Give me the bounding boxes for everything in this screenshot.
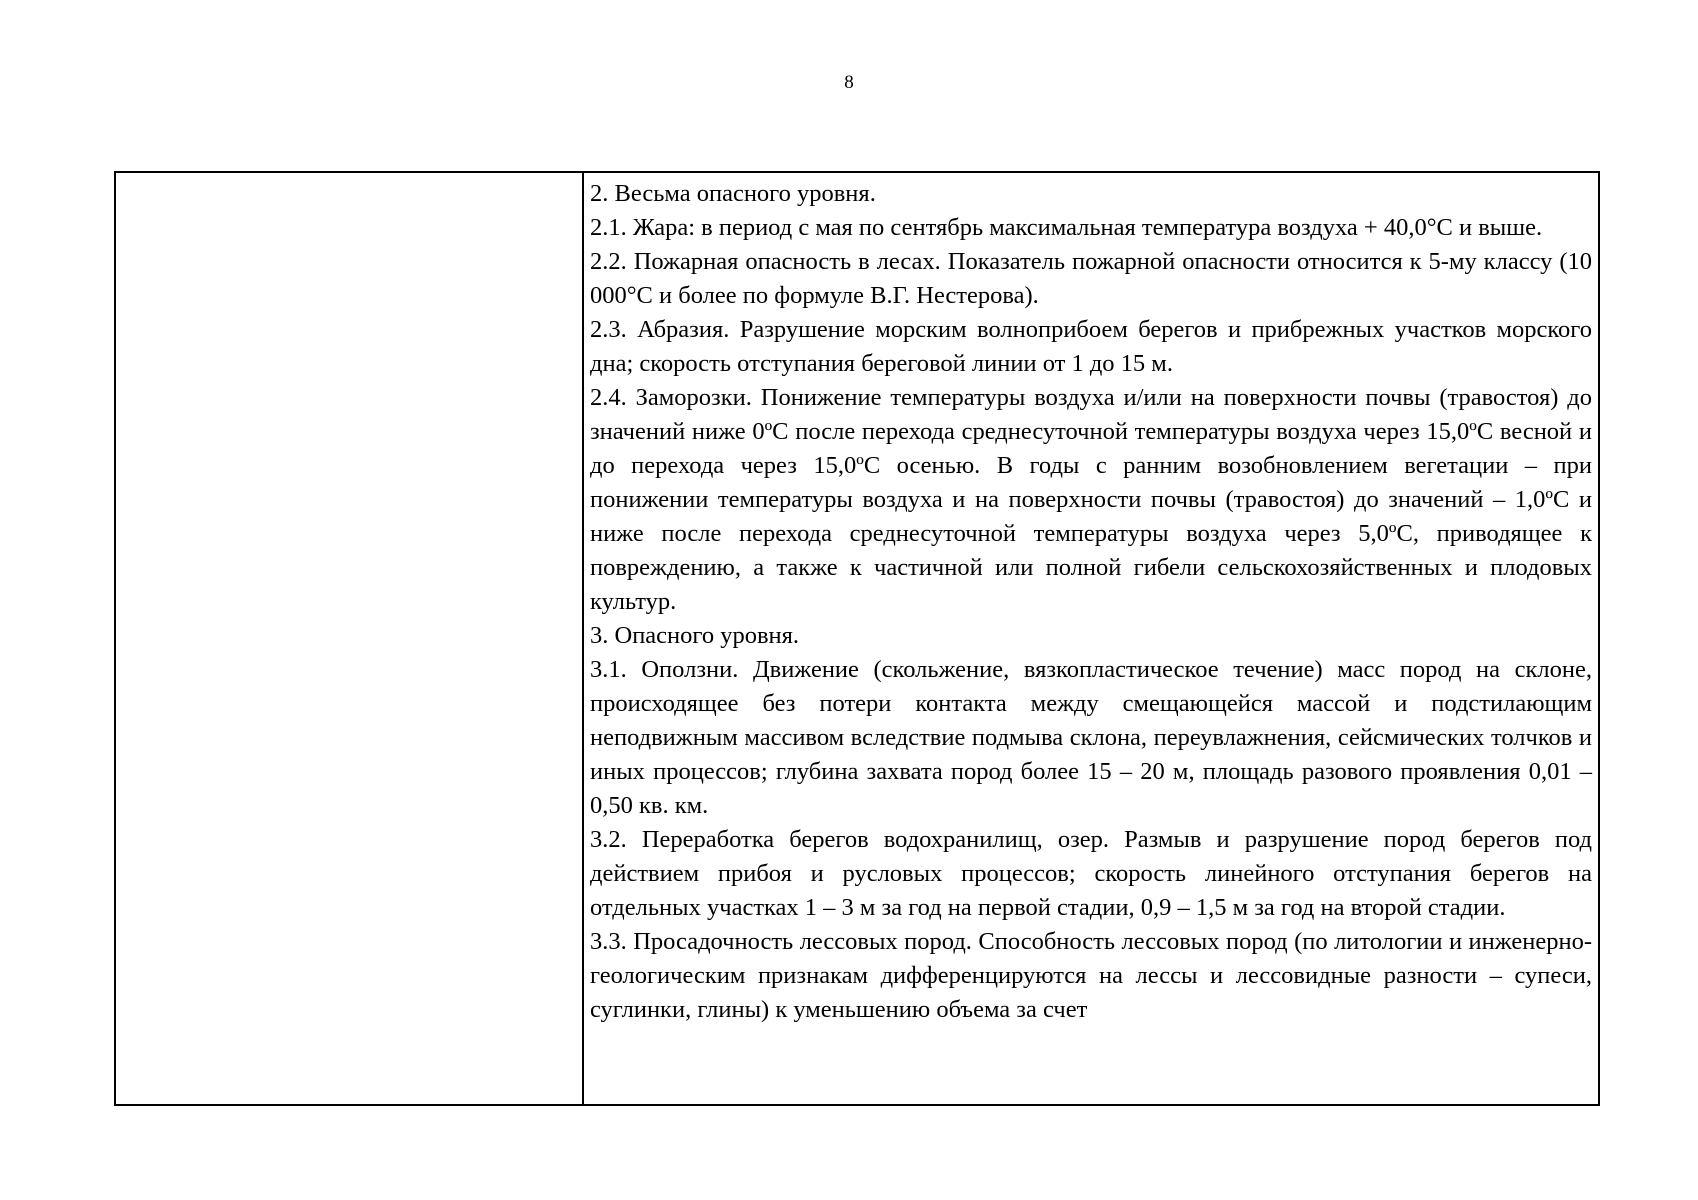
content-table bbox=[114, 171, 1600, 1106]
left-empty-cell bbox=[115, 172, 583, 1105]
item-2-1-heat: 2.1. Жара: в период с мая по сентябрь максимальная температура воздуха + 40,0°С и выше. bbox=[590, 214, 1543, 241]
item-2-3-abrasion: 2.3. Абразия. Разрушение морским волноприбоем берегов и прибрежных участков морского дна; скорость отступания береговой линии от 1 до 15 м. bbox=[590, 316, 1592, 377]
heading-level-3: 3. Опасного уровня. bbox=[590, 622, 800, 649]
item-3-1-landslides: 3.1. Оползни. Движение (скольжение, вязкопластическое течение) масс пород на склоне, происходящее без потери контакта между смещающейся массой и подстилающим неподвижным массивом вследствие подмыва склона, переувлажнения, сейсмических толчков и иных процессов; глубина захвата пород более 15 – 20 м, площадь разового проявления 0,01 – 0,50 кв. км. bbox=[590, 656, 1592, 819]
page-number: 8 bbox=[844, 72, 854, 93]
item-2-2-fire-danger: 2.2. Пожарная опасность в лесах. Показатель пожарной опасности относится к 5-му классу (10 000°С и более по формуле В.Г. Нестерова). bbox=[590, 248, 1592, 309]
table-row bbox=[115, 172, 1599, 1105]
item-3-2-shore-processing: 3.2. Переработка берегов водохранилищ, озер. Размыв и разрушение пород берегов под действием прибоя и русловых процессов; скорость линейного отступания берегов на отдельных участках 1 – 3 м за год на первой стадии, 0,9 – 1,5 м за год на второй стадии. bbox=[590, 826, 1592, 921]
item-3-3-loess-subsidence: 3.3. Просадочность лессовых пород. Способность лессовых пород (по литологии и инженерно-геологическим признакам дифференцируются на лессы и лессовидные разности – супеси, суглинки, глины) к уменьшению объема за счет bbox=[590, 928, 1592, 1023]
heading-level-2: 2. Весьма опасного уровня. bbox=[590, 180, 876, 207]
item-2-4-frosts: 2.4. Заморозки. Понижение температуры воздуха и/или на поверхности почвы (травостоя) до значений ниже 0ºС после перехода среднесуточной температуры воздуха через 15,0ºС весной и до перехода через 15,0ºС осенью. В годы с ранним возобновлением вегетации – при понижении температуры воздуха и на поверхности почвы (травостоя) до значений – 1,0ºС и ниже после перехода среднесуточной температуры воздуха через 5,0ºС, приводящее к повреждению, а также к частичной или полной гибели сельскохозяйственных и плодовых культур. bbox=[590, 384, 1592, 615]
right-text-cell bbox=[583, 172, 1599, 1105]
